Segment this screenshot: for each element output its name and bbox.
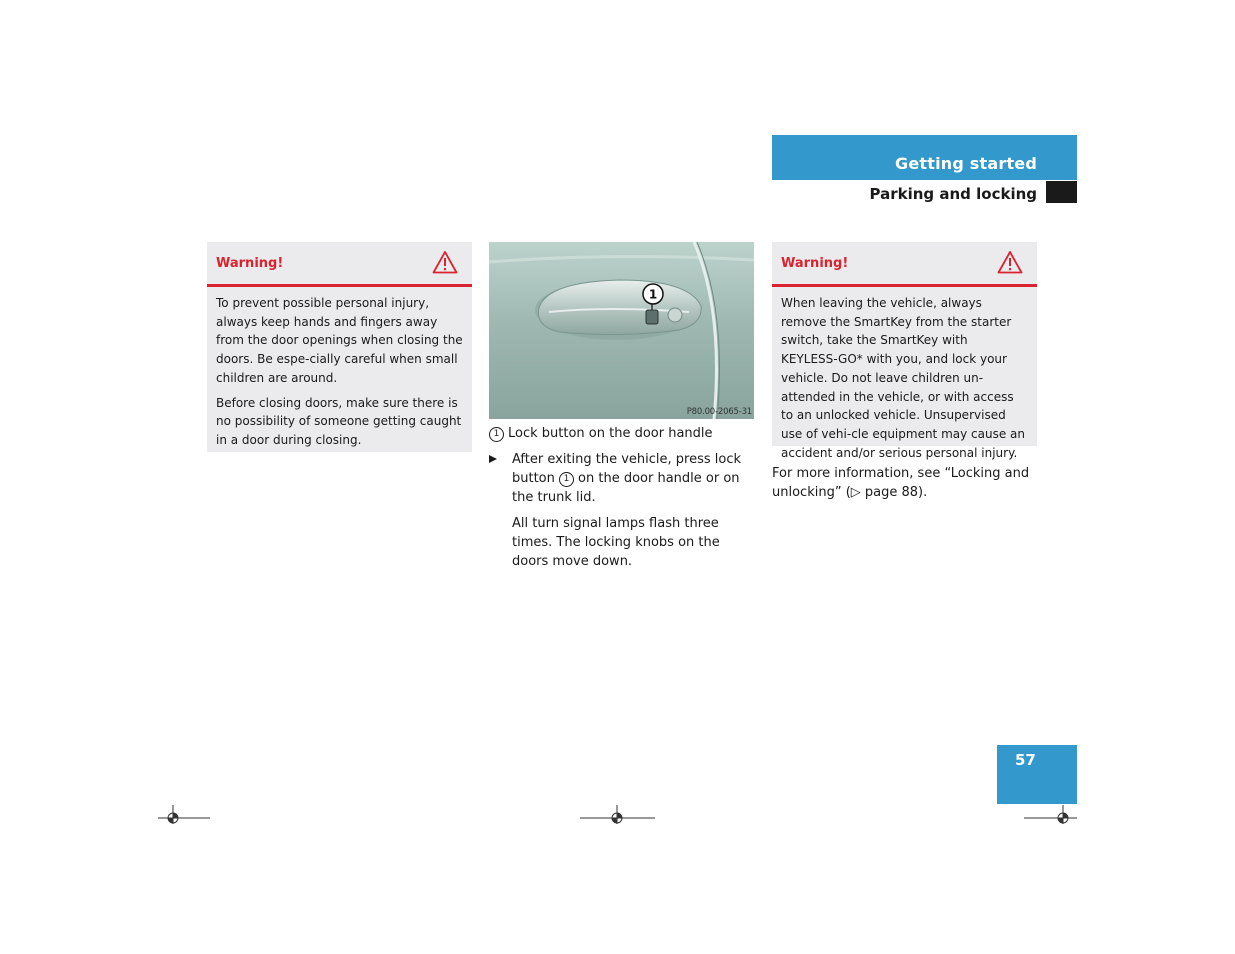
door-handle-photo <box>489 242 754 419</box>
photo-code: P80.00-2065-31 <box>686 407 752 417</box>
page-number: 57 <box>1015 751 1036 769</box>
crop-mark-icon <box>580 803 656 825</box>
step-text-before: After exiting the vehicle, press lock button <box>512 452 742 486</box>
step-text <box>512 450 759 507</box>
warning-box-doors <box>207 242 472 452</box>
warning-paragraph: When leaving the vehicle, always remove the SmartKey from the starter switch, take the SmartKey with KEYLESS-GO* with you, and lock your vehicle. Do not leave children un-attended in the vehicle, or with access to an unlocked vehicle. Unsupervised use of vehi-cle equipment may cause an accident and/or serious personal injury. <box>781 296 1025 460</box>
instruction-step <box>489 450 759 507</box>
caption-text: Lock button on the door handle <box>508 426 713 441</box>
photo-callout: 1 <box>648 287 658 302</box>
section-title: Getting started <box>895 154 1037 173</box>
warning-body <box>207 287 472 462</box>
warning-paragraph: To prevent possible personal injury, always keep hands and fingers away from the door openings when closing the doors. Be espe-cially careful when small children are around. <box>216 296 463 385</box>
step-arrow-icon <box>489 455 497 463</box>
warning-label: Warning! <box>781 256 849 271</box>
step-result: All turn signal lamps flash three times. The locking knobs on the doors move down. <box>512 516 720 569</box>
subsection-marker <box>1046 181 1077 203</box>
warning-header <box>772 242 1037 287</box>
subsection-title: Parking and locking <box>869 185 1037 203</box>
warning-label: Warning! <box>216 256 284 271</box>
warning-box-smartkey <box>772 242 1037 460</box>
crop-mark-icon <box>1024 803 1078 825</box>
callout-number-badge: 1 <box>559 472 574 487</box>
crop-mark-icon <box>158 803 212 825</box>
warning-header <box>207 242 472 287</box>
door-handle-illustration <box>489 242 754 419</box>
more-info-text: For more information, see “Locking and unlocking” (▷ page 88). <box>772 466 1030 500</box>
warning-triangle-icon <box>432 250 458 274</box>
step-text-after: on the door handle or on the trunk lid. <box>512 471 740 505</box>
photo-caption <box>489 424 759 443</box>
warning-body <box>772 287 1037 474</box>
page-number-box <box>997 745 1077 804</box>
warning-paragraph: Before closing doors, make sure there is no possibility of someone getting caught in a door during closing. <box>216 395 462 447</box>
callout-number-badge: 1 <box>489 427 504 442</box>
section-header-band <box>772 135 1077 180</box>
warning-triangle-icon <box>997 250 1023 274</box>
